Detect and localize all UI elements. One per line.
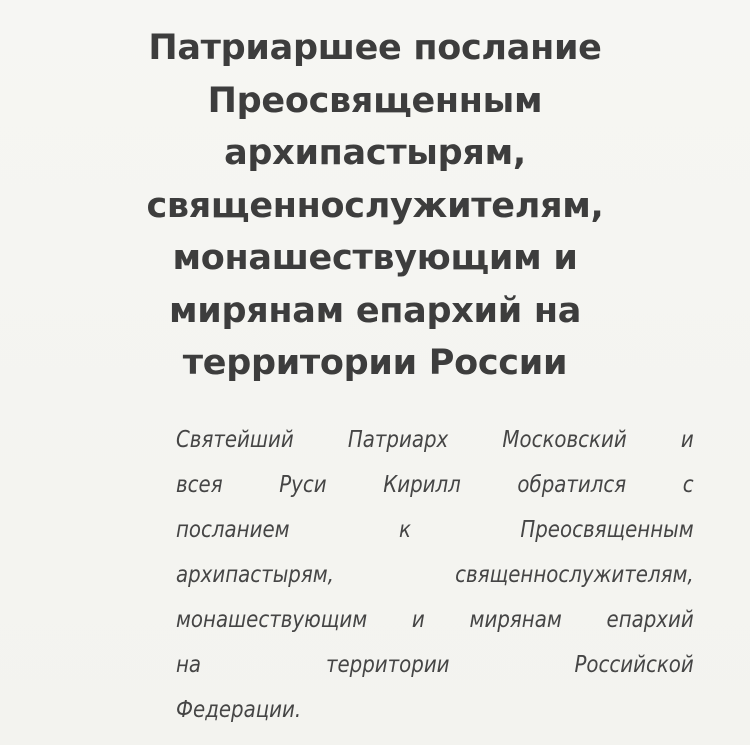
lead-word: Преосвященным [520,517,694,543]
lead-word: Руси [279,472,327,498]
lead-word: Святейший [176,427,294,453]
lead-word: епархий [606,607,694,633]
article-lead [176,418,694,733]
lead-word: территории [325,652,450,678]
title-line: монашествующим и [172,238,578,278]
lead-word: Московский [502,427,627,453]
title-line: мирянам епархий на [168,290,582,331]
lead-word: с [682,472,694,498]
lead-line [176,508,694,553]
lead-word: мирянам [469,607,562,633]
lead-word: обратился [517,472,627,498]
lead-line [176,418,694,463]
lead-line [176,643,694,688]
article-title [120,22,630,390]
lead-word: Российской [574,652,694,678]
title-line: территории России [182,343,568,383]
lead-word: Кирилл [383,472,461,498]
title-line: священнослужителям, [146,185,604,226]
title-line: архипастырям, [224,133,526,173]
lead-word: и [411,607,425,633]
title-line: Преосвященным [207,80,543,121]
title-line: Патриаршее послание [148,28,602,68]
lead-word: посланием [176,517,290,543]
lead-line [176,688,694,733]
lead-word: и [680,427,694,453]
lead-word: Федерации. [176,697,302,723]
lead-word: монашествующим [176,607,368,633]
lead-word: Патриарх [347,427,449,453]
lead-word: всея [176,472,223,498]
lead-word: архипастырям, [176,562,334,588]
lead-line [176,598,694,643]
lead-word: на [176,652,202,678]
lead-word: к [398,517,411,543]
lead-line [176,463,694,508]
lead-line [176,553,694,598]
lead-word: священнослужителям, [455,562,694,588]
